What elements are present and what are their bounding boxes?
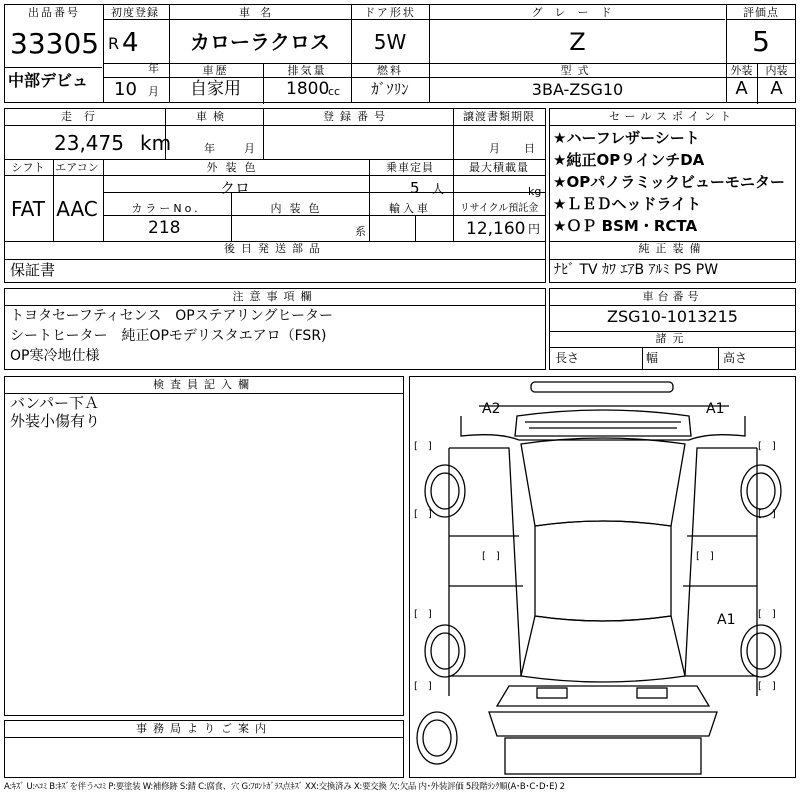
- inspector-label: 検査員記入欄: [153, 378, 255, 391]
- door-label: ドア形状: [364, 6, 416, 19]
- recycle-label: リサイクル預託金: [459, 203, 539, 214]
- ac-label: エアコン: [55, 161, 99, 174]
- displacement: 1800: [286, 79, 330, 99]
- dims-label: 諸元: [655, 332, 690, 345]
- interior-color-unit: 系: [355, 225, 366, 238]
- car-outline-diagram: [409, 376, 796, 778]
- height-label: 高さ: [723, 351, 748, 365]
- bracket-3: [ ]: [414, 509, 432, 520]
- first-reg-year: 4: [122, 28, 139, 58]
- length-label: 長さ: [555, 351, 580, 365]
- equipment: ﾅﾋﾞ TV ｶﾜ ｴｱB ｱﾙﾐ PS PW: [554, 262, 719, 278]
- inspection-label: 車検: [196, 110, 230, 123]
- color-no: 218: [148, 218, 181, 238]
- shift-label: シフト: [11, 161, 45, 174]
- equip-label: 純正装備: [638, 242, 707, 255]
- car-name-label: 車名: [239, 6, 281, 19]
- color-no-label: カラーNo.: [131, 202, 201, 215]
- bracket-1: [ ]: [414, 441, 432, 452]
- recycle: 12,160: [466, 219, 526, 239]
- damage-mark-a2: A2: [482, 401, 501, 417]
- sales-point-1: ★ハーフレザーシート: [553, 129, 700, 147]
- bracket-7: [ ]: [414, 681, 432, 692]
- score: 5: [752, 25, 770, 58]
- bracket-5: [ ]: [414, 609, 432, 620]
- first-reg-month: 10: [114, 79, 137, 100]
- history-label: 車歴: [202, 64, 229, 77]
- door: 5W: [373, 30, 407, 54]
- exterior-grade: A: [735, 78, 748, 99]
- year-unit: 年: [148, 62, 159, 75]
- recycle-unit: 円: [528, 222, 541, 236]
- bracket-2: [ ]: [758, 441, 776, 452]
- history: 自家用: [190, 79, 241, 99]
- damage-mark-a1-rear: A1: [717, 612, 736, 628]
- load-unit: kg: [528, 185, 542, 198]
- transfer-day-unit: 日: [524, 142, 535, 155]
- interior-grade: A: [770, 78, 783, 99]
- chassis-label: 車台番号: [642, 290, 703, 303]
- car-name: カローラクロス: [190, 30, 330, 54]
- model-label: 型式: [560, 64, 595, 77]
- width-label: 幅: [646, 351, 659, 365]
- inspector-line-1: バンパー下Ａ: [10, 394, 99, 412]
- capacity: 5: [410, 179, 420, 197]
- capacity-label: 乗車定員: [386, 161, 434, 174]
- score-label: 評価点: [743, 6, 779, 19]
- chassis-number: ZSG10-1013215: [607, 307, 738, 326]
- debut-label: 中部デビュ: [8, 71, 89, 90]
- exterior-label: 外装: [730, 64, 753, 77]
- bracket-4: [ ]: [758, 509, 776, 520]
- legend-text: A:ｷｽﾞ U:ﾍｺﾐ B:ｷｽﾞを伴うﾍｺﾐ P:要塗装 W:補修跡 S:錆 C:腐食、穴 G:ﾌﾛﾝﾄｶﾞﾗｽ点ｷｽﾞ XX:交換済み X:要交換 欠:欠品 内･外装評価 5段階ﾗﾝｸ順(A･B･C･D･E) 2: [4, 782, 565, 792]
- capacity-unit: 人: [432, 182, 445, 196]
- reg-no-label: 登録番号: [323, 110, 391, 123]
- month-unit: 月: [148, 85, 159, 98]
- sales-point-2: ★純正OP９インチDA: [553, 151, 705, 169]
- bracket-9: [ ]: [482, 551, 500, 562]
- transfer-label: 譲渡書類期限: [463, 110, 535, 123]
- note-line-3: OP寒冷地仕様: [10, 348, 100, 364]
- damage-mark-a1-front: A1: [706, 401, 725, 417]
- mileage-label: 走行: [61, 110, 107, 123]
- note-line-1: トヨタセーフティセンス OPステアリングヒーター: [10, 308, 333, 324]
- bracket-8: [ ]: [758, 681, 776, 692]
- later-parts: 保証書: [10, 261, 56, 279]
- interior-color-label: 内装色: [270, 202, 328, 215]
- import-label: 輸入車: [389, 202, 431, 215]
- sales-point-5: ★ＯＰ BSM・RCTA: [553, 217, 698, 235]
- era: R: [108, 34, 120, 53]
- color-label: 外装色: [206, 161, 264, 174]
- transfer-month-unit: 月: [489, 142, 500, 155]
- first-reg-label: 初度登録: [111, 6, 159, 19]
- grade: Z: [569, 28, 586, 56]
- notes-label: 注意事項欄: [232, 290, 318, 303]
- sales-point-4: ★ＬＥＤヘッドライト: [553, 195, 701, 213]
- fuel-label: 燃料: [377, 64, 403, 77]
- inspection-month-unit: 月: [244, 142, 255, 155]
- bracket-6: [ ]: [758, 609, 776, 620]
- inspector-line-2: 外装小傷有り: [10, 412, 101, 430]
- inspection-year-unit: 年: [204, 142, 215, 155]
- note-line-2: シートヒーター 純正OPモデリスタエアロ（FSR): [10, 328, 327, 344]
- grade-label: グレード: [531, 6, 624, 19]
- interior-label: 内装: [765, 64, 788, 77]
- later-label: 後日発送部品: [224, 242, 326, 255]
- sales-label: セールスポイント: [608, 110, 736, 123]
- office-label: 事務局よりご案内: [136, 722, 272, 735]
- ac: AAC: [56, 197, 98, 221]
- displacement-label: 排気量: [287, 64, 327, 77]
- displacement-unit: cc: [328, 85, 341, 98]
- mileage: 23,475: [54, 131, 124, 155]
- sales-point-3: ★OPパノラミックビューモニター: [553, 173, 785, 191]
- fuel: ｶﾞｿﾘﾝ: [371, 80, 409, 98]
- model: 3BA-ZSG10: [531, 80, 624, 99]
- load-label: 最大積載量: [469, 161, 529, 174]
- shift: FAT: [10, 197, 45, 221]
- lot-number: 33305: [10, 27, 100, 60]
- color: クロ: [219, 179, 250, 197]
- bracket-10: [ ]: [696, 551, 714, 562]
- lot-label: 出品番号: [28, 6, 80, 19]
- mileage-unit: km: [140, 131, 172, 155]
